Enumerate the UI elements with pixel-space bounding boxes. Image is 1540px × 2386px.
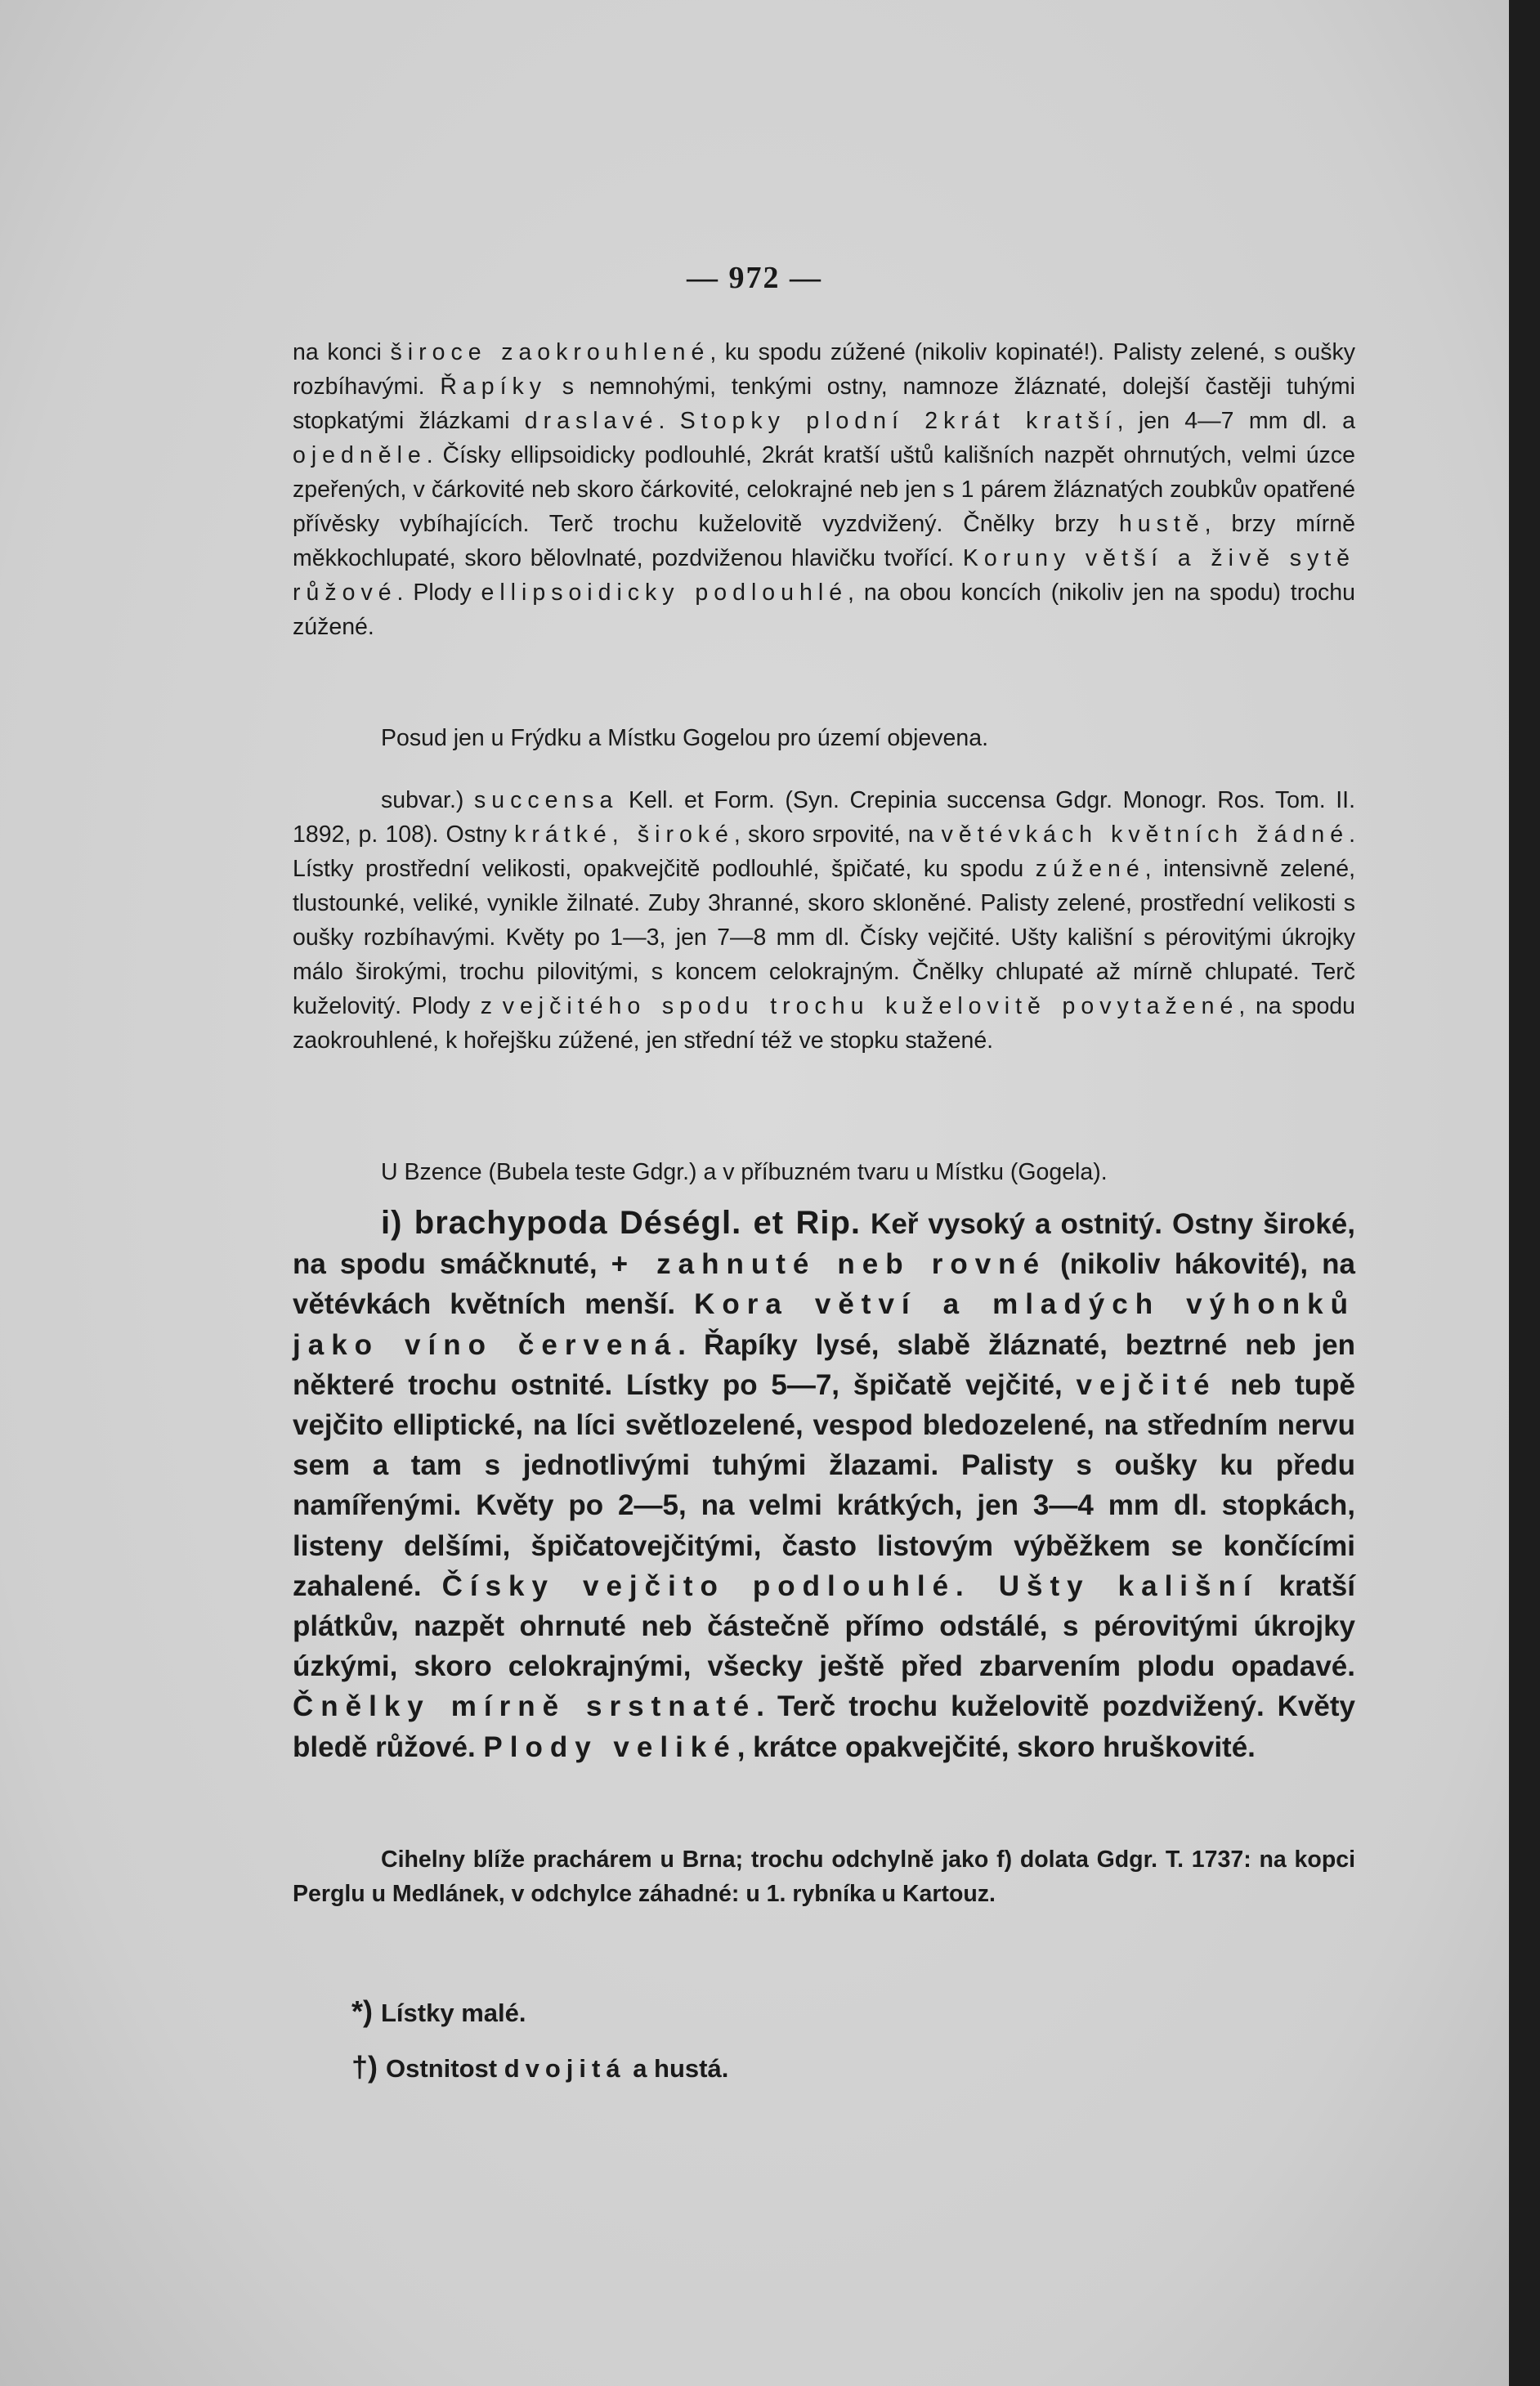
taxon-heading: i) brachypoda Déségl. et Rip. <box>381 1205 862 1241</box>
text-run: subvar.) <box>381 787 474 813</box>
spaced-text: ellipsoidicky podlouhlé <box>481 580 848 606</box>
text-run: , jen 4—7 mm dl. a <box>1117 408 1355 434</box>
footnote-mark: *) <box>351 1994 373 2028</box>
paragraph-locality-bzenec: U Bzence (Bubela teste Gdgr.) a v příbuzném tvaru u Místku (Gogela). <box>381 1159 1108 1185</box>
spaced-text: vejčité <box>1076 1368 1217 1401</box>
spaced-text: draslavé <box>524 408 659 434</box>
page-number: — 972 — <box>687 261 822 295</box>
text-run: , brzy mírně měkkochlupaté, skoro bělovlnaté, pozdviženou hlavičku tvořící. <box>293 511 1356 571</box>
paragraph-locality-note: Posud jen u Frýdku a Místku Gogelou pro území objevena. <box>381 725 988 751</box>
text-run: , na obou koncích (nikoliv jen na spodu) trochu zúžené. <box>293 580 1355 640</box>
footnote-text: a hustá. <box>625 2054 729 2083</box>
spaced-text: Čísky vejčito podlouhlé. Ušty kališní <box>441 1569 1259 1602</box>
spaced-text: hustě <box>1118 511 1205 537</box>
spaced-text: zúžené <box>1035 856 1145 882</box>
text-run: , ku spodu zúžené (nikoliv kopinaté!). Palisty zelené, s oušky rozbíhavými. <box>293 339 1355 400</box>
paragraph-brachypoda <box>293 1203 1355 1767</box>
spaced-text: Plody veliké <box>483 1730 737 1763</box>
spaced-text: široce zaokrouhlené <box>390 339 710 365</box>
spaced-text: + zahnuté neb rovné <box>611 1248 1047 1281</box>
text-run: , intensivně zelené, tlustounké, veliké, vynikle žilnaté. Zuby 3hranné, skoro skloněné. Palisty zelené, prostřední velikosti s oušky rozbíhavými. Květy po 1—3, jen 7—8 mm dl. Čísky vejčité. Ušty kališní s pérovitými úkrojky málo širokými, trochu pilovitými, s koncem celokrajným. Čnělky chlupaté až mírně chlupaté. Terč kuželovitý. Plody z <box>293 856 1355 1019</box>
text-run: neb tupě vejčito elliptické, na líci světlozelené, vespod bledozelené, na středním nervu sem a tam s jednotlivými tuhými žlazami. Palisty s oušky ku předu namířenými. Květy po 2—5, na velmi krátkých, jen 3—4 mm dl. stopkách, listeny delšími, špičatovejčitými, často listovým výběžkem se končícími zahalené. <box>293 1368 1355 1602</box>
paragraph-description-continued <box>293 335 1355 644</box>
text-run: Keř vysoký a ostnitý. Ostny široké, na spodu smáčknuté, <box>293 1208 1355 1281</box>
text-run: . Čísky ellipsoidicky podlouhlé, 2krát kratší uštů kališních nazpět ohrnutých, velmi úzce zpeřených, v čárkovité neb skoro čárkovité, celokrajné neb jen s 1 párem žláznatých zoubkův opatřené přívěsky vybíhajících. Terč trochu kuželovitě vyzdvižený. Čnělky brzy <box>293 442 1355 537</box>
spaced-text: krátké, široké <box>514 821 734 848</box>
text-run: Kell. et Form. (Syn. Crepinia succensa Gdgr. Monogr. Ros. Tom. II. 1892, p. 108). Ostny <box>293 787 1355 848</box>
text-run: . Plody <box>396 580 481 606</box>
paragraph-subvariety-succensa <box>293 783 1355 1058</box>
text-run: , krátce opakvejčité, skoro hruškovité. <box>736 1730 1256 1763</box>
spaced-text: ojedněle <box>293 442 427 468</box>
text-run: . Lístky prostřední velikosti, opakvejčitě podlouhlé, špičaté, ku spodu <box>293 821 1355 882</box>
text-run: , skoro srpovité, na <box>733 821 942 848</box>
spaced-text: Čnělky mírně srstnaté <box>293 1690 757 1723</box>
footnote-2 <box>351 2050 728 2084</box>
text-run: . <box>658 408 680 434</box>
text-run: kratší plátkův, nazpět ohrnuté neb částečně přímo odstálé, s pérovitými úkrojky úzkými, skoro celokrajnými, všecky ještě před zbarvením plodu opadavé. <box>293 1569 1355 1683</box>
spaced-text: Koruny větší a živě sytě růžové <box>293 545 1355 606</box>
spaced-text: Řapíky <box>440 374 548 400</box>
text-run: (nikoliv hákovité), na větévkách květních menší. <box>293 1248 1355 1321</box>
footnote-text: Lístky malé. <box>381 1999 526 2027</box>
spaced-text: vejčitého spodu trochu kuželovitě povytažené <box>502 993 1239 1019</box>
spaced-text: dvojitá <box>504 2054 626 2083</box>
footnote-text: Ostnitost <box>386 2054 504 2083</box>
text-run: . Řapíky lysé, slabě žláznaté, beztrné neb jen některé trochu ostnité. Lístky po 5—7, špičatě vejčité, <box>293 1328 1355 1401</box>
spaced-text: Stopky plodní 2krát kratší <box>679 408 1117 434</box>
taxon-name: succensa <box>473 787 619 813</box>
spaced-text: větévkách květních žádné <box>941 821 1350 848</box>
text-run: na konci <box>293 339 391 365</box>
text-run: . Terč trochu kuželovitě pozdvižený. Květy bledě růžové. <box>293 1690 1355 1763</box>
text-run: s nemnohými, tenkými ostny, namnoze žláznaté, dolejší častěji tuhými stopkatými žlázkami <box>293 374 1355 434</box>
spaced-text: Kora větví a mladých výhonků jako víno červená <box>293 1288 1355 1361</box>
footnote-mark: †) <box>351 2050 378 2084</box>
paragraph-locality-brno: Cihelny blíže prachárem u Brna; trochu odchylně jako f) dolata Gdgr. T. 1737: na kopci Perglu u Medlánek, v odchylce záhadné: u 1. rybníka u Kartouz. <box>293 1847 1355 1907</box>
text-run: , na spodu zaokrouhlené, k hořejšku zúžené, jen střední též ve stopku stažené. <box>293 993 1355 1054</box>
footnote-1 <box>351 1994 526 2029</box>
